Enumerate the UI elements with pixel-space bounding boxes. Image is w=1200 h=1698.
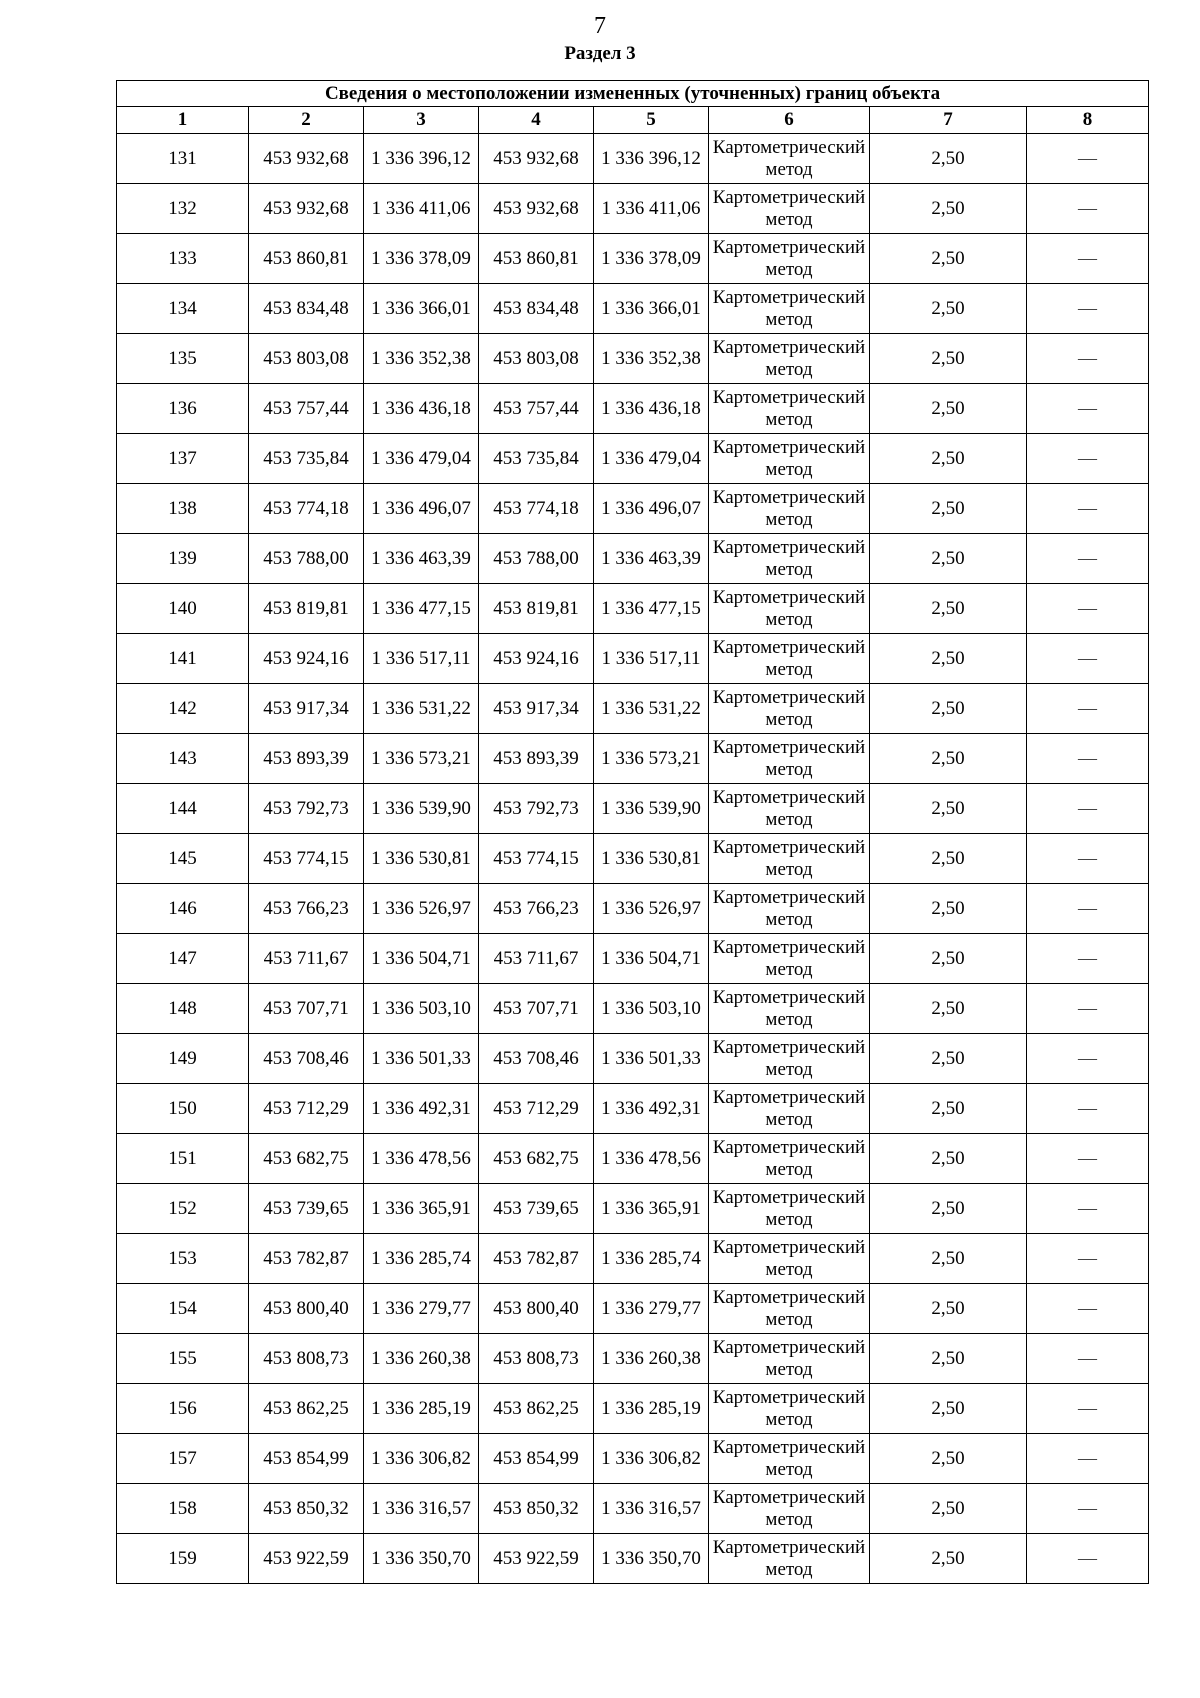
method-cell: Картометрический метод: [709, 734, 870, 784]
x-old-cell: 453 862,25: [249, 1384, 364, 1434]
point-number-cell: 151: [117, 1134, 249, 1184]
y-old-cell: 1 336 501,33: [364, 1034, 479, 1084]
y-new-cell: 1 336 396,12: [594, 134, 709, 184]
point-number-cell: 134: [117, 284, 249, 334]
method-cell: Картометрический метод: [709, 1384, 870, 1434]
method-cell: Картометрический метод: [709, 484, 870, 534]
y-new-cell: 1 336 306,82: [594, 1434, 709, 1484]
x-old-cell: 453 803,08: [249, 334, 364, 384]
method-cell: Картометрический метод: [709, 434, 870, 484]
x-new-cell: 453 712,29: [479, 1084, 594, 1134]
y-new-cell: 1 336 517,11: [594, 634, 709, 684]
point-number-cell: 131: [117, 134, 249, 184]
accuracy-cell: 2,50: [870, 1534, 1027, 1584]
y-old-cell: 1 336 316,57: [364, 1484, 479, 1534]
column-number: 8: [1027, 107, 1149, 134]
x-new-cell: 453 932,68: [479, 184, 594, 234]
method-cell: Картометрический метод: [709, 1184, 870, 1234]
accuracy-cell: 2,50: [870, 784, 1027, 834]
y-new-cell: 1 336 260,38: [594, 1334, 709, 1384]
description-cell: —: [1027, 384, 1149, 434]
table-row: [117, 1334, 1149, 1384]
table-row: [117, 434, 1149, 484]
table-row: [117, 684, 1149, 734]
x-old-cell: 453 800,40: [249, 1284, 364, 1334]
accuracy-cell: 2,50: [870, 1184, 1027, 1234]
point-number-cell: 156: [117, 1384, 249, 1434]
x-old-cell: 453 735,84: [249, 434, 364, 484]
x-new-cell: 453 893,39: [479, 734, 594, 784]
description-cell: —: [1027, 1084, 1149, 1134]
section-title: Раздел 3: [564, 43, 636, 64]
y-old-cell: 1 336 526,97: [364, 884, 479, 934]
accuracy-cell: 2,50: [870, 1484, 1027, 1534]
table-row: [117, 334, 1149, 384]
y-new-cell: 1 336 316,57: [594, 1484, 709, 1534]
y-new-cell: 1 336 504,71: [594, 934, 709, 984]
method-cell: Картометрический метод: [709, 934, 870, 984]
accuracy-cell: 2,50: [870, 1434, 1027, 1484]
x-new-cell: 453 788,00: [479, 534, 594, 584]
accuracy-cell: 2,50: [870, 934, 1027, 984]
y-new-cell: 1 336 531,22: [594, 684, 709, 734]
table-row: [117, 1034, 1149, 1084]
point-number-cell: 146: [117, 884, 249, 934]
x-new-cell: 453 860,81: [479, 234, 594, 284]
x-old-cell: 453 922,59: [249, 1534, 364, 1584]
method-cell: Картометрический метод: [709, 134, 870, 184]
y-new-cell: 1 336 530,81: [594, 834, 709, 884]
x-old-cell: 453 711,67: [249, 934, 364, 984]
x-old-cell: 453 792,73: [249, 784, 364, 834]
y-new-cell: 1 336 492,31: [594, 1084, 709, 1134]
description-cell: —: [1027, 134, 1149, 184]
y-new-cell: 1 336 436,18: [594, 384, 709, 434]
table-row: [117, 1284, 1149, 1334]
x-old-cell: 453 917,34: [249, 684, 364, 734]
y-new-cell: 1 336 285,74: [594, 1234, 709, 1284]
y-new-cell: 1 336 526,97: [594, 884, 709, 934]
method-cell: Картометрический метод: [709, 384, 870, 434]
y-old-cell: 1 336 365,91: [364, 1184, 479, 1234]
y-new-cell: 1 336 279,77: [594, 1284, 709, 1334]
description-cell: —: [1027, 1434, 1149, 1484]
accuracy-cell: 2,50: [870, 1034, 1027, 1084]
accuracy-cell: 2,50: [870, 534, 1027, 584]
point-number-cell: 137: [117, 434, 249, 484]
table-row: [117, 784, 1149, 834]
accuracy-cell: 2,50: [870, 734, 1027, 784]
x-new-cell: 453 917,34: [479, 684, 594, 734]
column-number: 2: [249, 107, 364, 134]
y-old-cell: 1 336 378,09: [364, 234, 479, 284]
x-old-cell: 453 932,68: [249, 134, 364, 184]
description-cell: —: [1027, 934, 1149, 984]
point-number-cell: 155: [117, 1334, 249, 1384]
point-number-cell: 139: [117, 534, 249, 584]
point-number-cell: 142: [117, 684, 249, 734]
x-old-cell: 453 774,15: [249, 834, 364, 884]
column-number: 7: [870, 107, 1027, 134]
description-cell: —: [1027, 1034, 1149, 1084]
method-cell: Картометрический метод: [709, 1484, 870, 1534]
y-old-cell: 1 336 503,10: [364, 984, 479, 1034]
accuracy-cell: 2,50: [870, 584, 1027, 634]
y-old-cell: 1 336 352,38: [364, 334, 479, 384]
table-row: [117, 234, 1149, 284]
accuracy-cell: 2,50: [870, 1234, 1027, 1284]
column-number: 6: [709, 107, 870, 134]
table-row: [117, 884, 1149, 934]
y-old-cell: 1 336 496,07: [364, 484, 479, 534]
x-new-cell: 453 800,40: [479, 1284, 594, 1334]
accuracy-cell: 2,50: [870, 434, 1027, 484]
table-row: [117, 1384, 1149, 1434]
y-new-cell: 1 336 496,07: [594, 484, 709, 534]
y-old-cell: 1 336 366,01: [364, 284, 479, 334]
x-old-cell: 453 854,99: [249, 1434, 364, 1484]
x-old-cell: 453 766,23: [249, 884, 364, 934]
point-number-cell: 153: [117, 1234, 249, 1284]
accuracy-cell: 2,50: [870, 184, 1027, 234]
description-cell: —: [1027, 634, 1149, 684]
point-number-cell: 140: [117, 584, 249, 634]
x-new-cell: 453 819,81: [479, 584, 594, 634]
x-old-cell: 453 788,00: [249, 534, 364, 584]
x-new-cell: 453 862,25: [479, 1384, 594, 1434]
table-row: [117, 534, 1149, 584]
x-new-cell: 453 922,59: [479, 1534, 594, 1584]
x-new-cell: 453 808,73: [479, 1334, 594, 1384]
description-cell: —: [1027, 1234, 1149, 1284]
description-cell: —: [1027, 584, 1149, 634]
point-number-cell: 135: [117, 334, 249, 384]
y-old-cell: 1 336 285,19: [364, 1384, 479, 1434]
method-cell: Картометрический метод: [709, 1234, 870, 1284]
table-row: [117, 584, 1149, 634]
x-new-cell: 453 803,08: [479, 334, 594, 384]
accuracy-cell: 2,50: [870, 684, 1027, 734]
description-cell: —: [1027, 1384, 1149, 1434]
x-new-cell: 453 707,71: [479, 984, 594, 1034]
x-new-cell: 453 924,16: [479, 634, 594, 684]
description-cell: —: [1027, 1334, 1149, 1384]
method-cell: Картометрический метод: [709, 684, 870, 734]
description-cell: —: [1027, 1184, 1149, 1234]
description-cell: —: [1027, 284, 1149, 334]
page-number: 7: [594, 13, 606, 39]
y-new-cell: 1 336 501,33: [594, 1034, 709, 1084]
point-number-cell: 159: [117, 1534, 249, 1584]
table-row: [117, 734, 1149, 784]
x-old-cell: 453 712,29: [249, 1084, 364, 1134]
x-new-cell: 453 782,87: [479, 1234, 594, 1284]
description-cell: —: [1027, 834, 1149, 884]
y-old-cell: 1 336 306,82: [364, 1434, 479, 1484]
y-old-cell: 1 336 350,70: [364, 1534, 479, 1584]
boundary-coordinates-table: [116, 80, 1149, 1584]
y-old-cell: 1 336 260,38: [364, 1334, 479, 1384]
table-row: [117, 384, 1149, 434]
accuracy-cell: 2,50: [870, 384, 1027, 434]
x-new-cell: 453 735,84: [479, 434, 594, 484]
y-old-cell: 1 336 411,06: [364, 184, 479, 234]
table-body: [117, 134, 1149, 1584]
column-number: 4: [479, 107, 594, 134]
x-old-cell: 453 924,16: [249, 634, 364, 684]
description-cell: —: [1027, 984, 1149, 1034]
column-number: 1: [117, 107, 249, 134]
table-row: [117, 1434, 1149, 1484]
x-old-cell: 453 834,48: [249, 284, 364, 334]
x-new-cell: 453 854,99: [479, 1434, 594, 1484]
description-cell: —: [1027, 684, 1149, 734]
y-new-cell: 1 336 366,01: [594, 284, 709, 334]
y-old-cell: 1 336 396,12: [364, 134, 479, 184]
description-cell: —: [1027, 1534, 1149, 1584]
method-cell: Картометрический метод: [709, 834, 870, 884]
x-new-cell: 453 850,32: [479, 1484, 594, 1534]
method-cell: Картометрический метод: [709, 1334, 870, 1384]
point-number-cell: 144: [117, 784, 249, 834]
y-old-cell: 1 336 504,71: [364, 934, 479, 984]
x-old-cell: 453 708,46: [249, 1034, 364, 1084]
table-row: [117, 284, 1149, 334]
x-new-cell: 453 932,68: [479, 134, 594, 184]
x-new-cell: 453 774,15: [479, 834, 594, 884]
x-old-cell: 453 808,73: [249, 1334, 364, 1384]
description-cell: —: [1027, 784, 1149, 834]
description-cell: —: [1027, 1484, 1149, 1534]
method-cell: Картометрический метод: [709, 1284, 870, 1334]
description-cell: —: [1027, 884, 1149, 934]
x-old-cell: 453 893,39: [249, 734, 364, 784]
description-cell: —: [1027, 534, 1149, 584]
description-cell: —: [1027, 434, 1149, 484]
accuracy-cell: 2,50: [870, 234, 1027, 284]
x-old-cell: 453 782,87: [249, 1234, 364, 1284]
method-cell: Картометрический метод: [709, 184, 870, 234]
y-old-cell: 1 336 279,77: [364, 1284, 479, 1334]
x-old-cell: 453 850,32: [249, 1484, 364, 1534]
y-old-cell: 1 336 477,15: [364, 584, 479, 634]
accuracy-cell: 2,50: [870, 134, 1027, 184]
point-number-cell: 150: [117, 1084, 249, 1134]
accuracy-cell: 2,50: [870, 984, 1027, 1034]
method-cell: Картометрический метод: [709, 284, 870, 334]
x-old-cell: 453 739,65: [249, 1184, 364, 1234]
accuracy-cell: 2,50: [870, 834, 1027, 884]
point-number-cell: 147: [117, 934, 249, 984]
accuracy-cell: 2,50: [870, 334, 1027, 384]
method-cell: Картометрический метод: [709, 334, 870, 384]
column-number: 3: [364, 107, 479, 134]
y-new-cell: 1 336 539,90: [594, 784, 709, 834]
table-row: [117, 184, 1149, 234]
x-new-cell: 453 757,44: [479, 384, 594, 434]
method-cell: Картометрический метод: [709, 1434, 870, 1484]
x-new-cell: 453 774,18: [479, 484, 594, 534]
table-row: [117, 1534, 1149, 1584]
description-cell: —: [1027, 234, 1149, 284]
point-number-cell: 136: [117, 384, 249, 434]
y-new-cell: 1 336 378,09: [594, 234, 709, 284]
x-new-cell: 453 711,67: [479, 934, 594, 984]
table-row: [117, 1234, 1149, 1284]
x-new-cell: 453 708,46: [479, 1034, 594, 1084]
point-number-cell: 143: [117, 734, 249, 784]
point-number-cell: 154: [117, 1284, 249, 1334]
description-cell: —: [1027, 1134, 1149, 1184]
table-row: [117, 934, 1149, 984]
point-number-cell: 132: [117, 184, 249, 234]
table-row: [117, 134, 1149, 184]
x-new-cell: 453 792,73: [479, 784, 594, 834]
accuracy-cell: 2,50: [870, 484, 1027, 534]
description-cell: —: [1027, 184, 1149, 234]
y-old-cell: 1 336 531,22: [364, 684, 479, 734]
x-old-cell: 453 707,71: [249, 984, 364, 1034]
x-old-cell: 453 819,81: [249, 584, 364, 634]
y-new-cell: 1 336 350,70: [594, 1534, 709, 1584]
table-caption: Сведения о местоположении измененных (уточненных) границ объекта: [117, 81, 1149, 107]
column-number-row: [117, 107, 1149, 134]
method-cell: Картометрический метод: [709, 1084, 870, 1134]
y-new-cell: 1 336 411,06: [594, 184, 709, 234]
y-new-cell: 1 336 478,56: [594, 1134, 709, 1184]
accuracy-cell: 2,50: [870, 1334, 1027, 1384]
accuracy-cell: 2,50: [870, 634, 1027, 684]
method-cell: Картометрический метод: [709, 234, 870, 284]
point-number-cell: 158: [117, 1484, 249, 1534]
point-number-cell: 148: [117, 984, 249, 1034]
y-old-cell: 1 336 463,39: [364, 534, 479, 584]
description-cell: —: [1027, 734, 1149, 784]
method-cell: Картометрический метод: [709, 1034, 870, 1084]
x-old-cell: 453 860,81: [249, 234, 364, 284]
y-new-cell: 1 336 479,04: [594, 434, 709, 484]
accuracy-cell: 2,50: [870, 1134, 1027, 1184]
y-new-cell: 1 336 463,39: [594, 534, 709, 584]
x-old-cell: 453 774,18: [249, 484, 364, 534]
y-old-cell: 1 336 478,56: [364, 1134, 479, 1184]
x-old-cell: 453 932,68: [249, 184, 364, 234]
accuracy-cell: 2,50: [870, 1384, 1027, 1434]
y-old-cell: 1 336 530,81: [364, 834, 479, 884]
accuracy-cell: 2,50: [870, 1284, 1027, 1334]
method-cell: Картометрический метод: [709, 1534, 870, 1584]
x-new-cell: 453 766,23: [479, 884, 594, 934]
accuracy-cell: 2,50: [870, 884, 1027, 934]
point-number-cell: 149: [117, 1034, 249, 1084]
x-old-cell: 453 757,44: [249, 384, 364, 434]
method-cell: Картометрический метод: [709, 534, 870, 584]
x-new-cell: 453 682,75: [479, 1134, 594, 1184]
point-number-cell: 152: [117, 1184, 249, 1234]
method-cell: Картометрический метод: [709, 634, 870, 684]
table-row: [117, 1134, 1149, 1184]
table-row: [117, 1084, 1149, 1134]
point-number-cell: 138: [117, 484, 249, 534]
y-new-cell: 1 336 503,10: [594, 984, 709, 1034]
y-new-cell: 1 336 285,19: [594, 1384, 709, 1434]
point-number-cell: 141: [117, 634, 249, 684]
accuracy-cell: 2,50: [870, 284, 1027, 334]
y-new-cell: 1 336 477,15: [594, 584, 709, 634]
method-cell: Картометрический метод: [709, 884, 870, 934]
point-number-cell: 133: [117, 234, 249, 284]
y-new-cell: 1 336 352,38: [594, 334, 709, 384]
method-cell: Картометрический метод: [709, 984, 870, 1034]
table-row: [117, 1184, 1149, 1234]
x-old-cell: 453 682,75: [249, 1134, 364, 1184]
method-cell: Картометрический метод: [709, 1134, 870, 1184]
accuracy-cell: 2,50: [870, 1084, 1027, 1134]
table-row: [117, 484, 1149, 534]
y-old-cell: 1 336 517,11: [364, 634, 479, 684]
y-old-cell: 1 336 436,18: [364, 384, 479, 434]
table-row: [117, 834, 1149, 884]
description-cell: —: [1027, 334, 1149, 384]
y-old-cell: 1 336 285,74: [364, 1234, 479, 1284]
description-cell: —: [1027, 1284, 1149, 1334]
table-row: [117, 1484, 1149, 1534]
y-old-cell: 1 336 539,90: [364, 784, 479, 834]
x-new-cell: 453 834,48: [479, 284, 594, 334]
y-old-cell: 1 336 492,31: [364, 1084, 479, 1134]
method-cell: Картометрический метод: [709, 584, 870, 634]
x-new-cell: 453 739,65: [479, 1184, 594, 1234]
y-old-cell: 1 336 573,21: [364, 734, 479, 784]
column-number: 5: [594, 107, 709, 134]
table-row: [117, 984, 1149, 1034]
table-row: [117, 634, 1149, 684]
description-cell: —: [1027, 484, 1149, 534]
point-number-cell: 157: [117, 1434, 249, 1484]
y-new-cell: 1 336 573,21: [594, 734, 709, 784]
point-number-cell: 145: [117, 834, 249, 884]
y-new-cell: 1 336 365,91: [594, 1184, 709, 1234]
y-old-cell: 1 336 479,04: [364, 434, 479, 484]
method-cell: Картометрический метод: [709, 784, 870, 834]
